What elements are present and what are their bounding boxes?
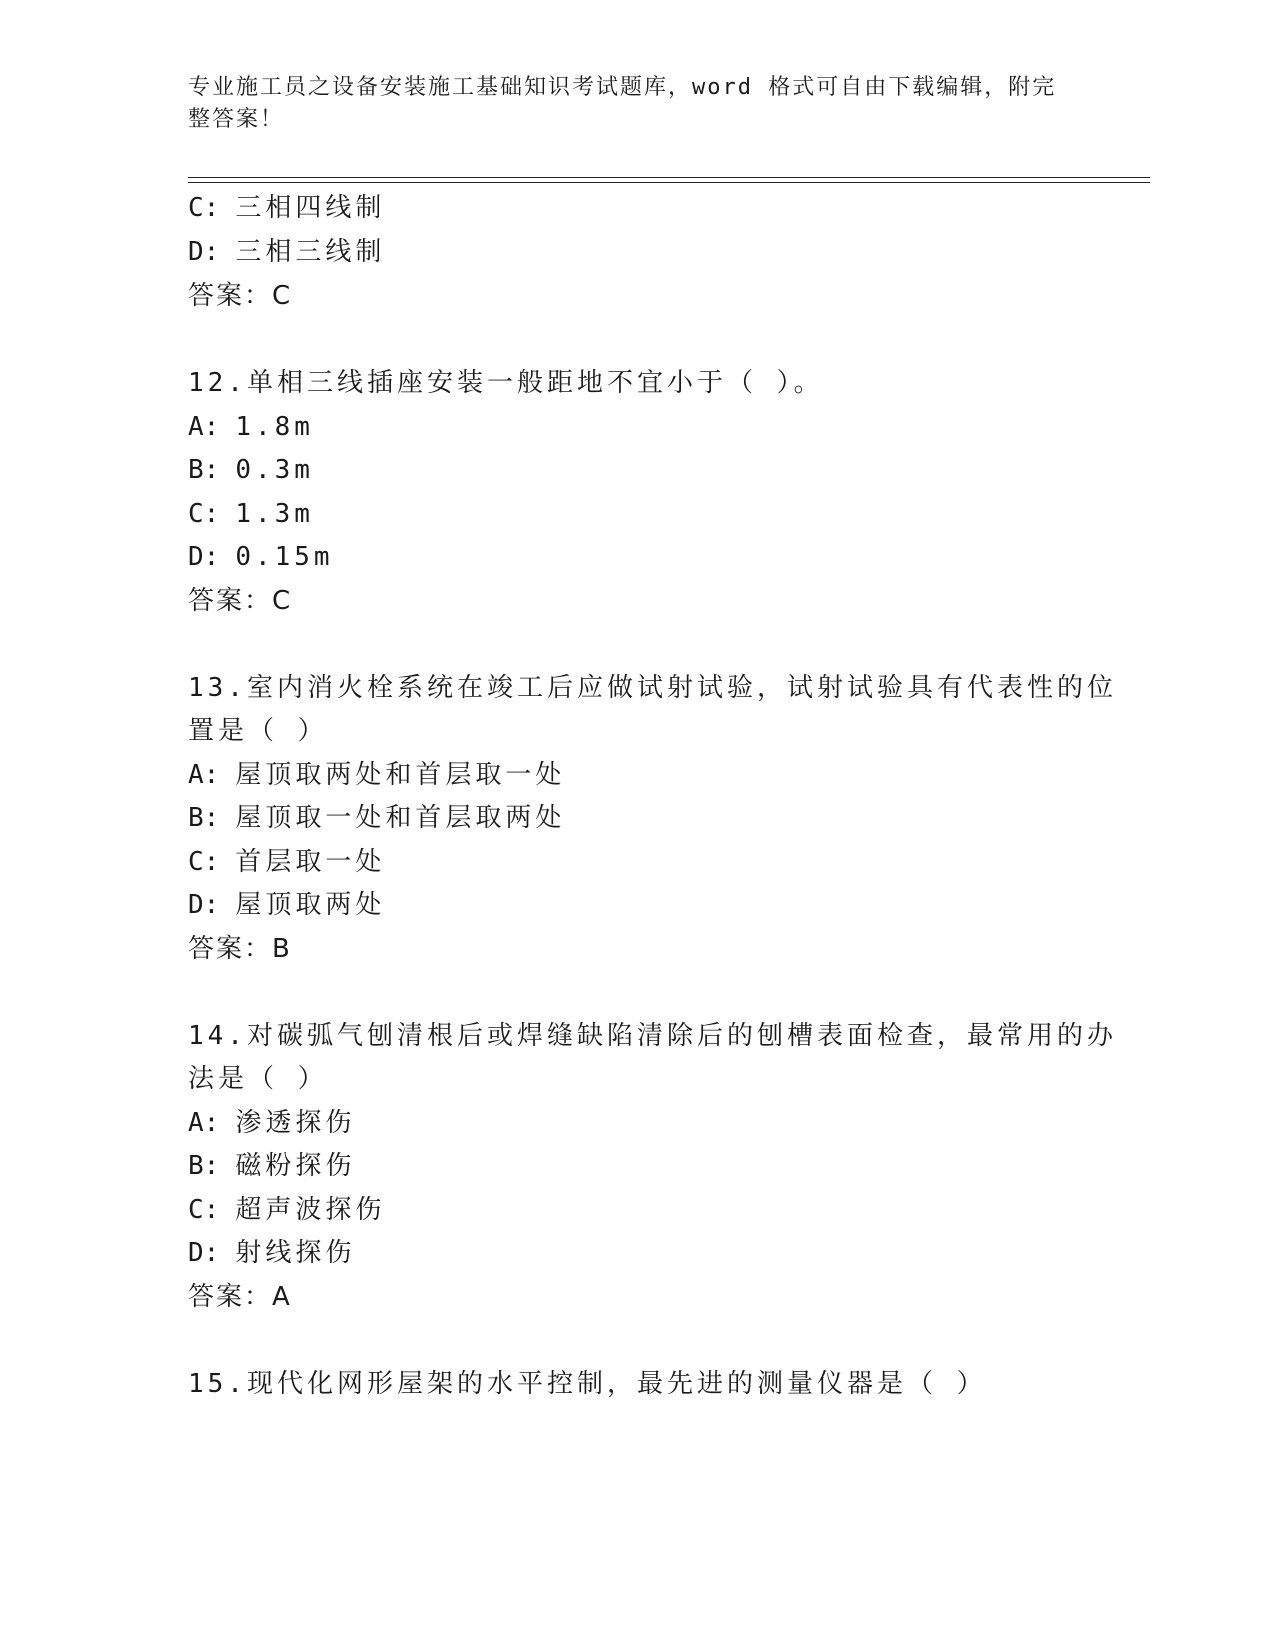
header-title-line1: 专业施工员之设备安装施工基础知识考试题库，word 格式可自由下载编辑，附完	[188, 75, 1057, 100]
option-label: C:	[188, 847, 220, 877]
q12-option-d	[188, 540, 334, 574]
option-text: 首层取一处	[235, 847, 386, 877]
q14-answer: 答案：A	[188, 1282, 292, 1312]
document-header	[188, 72, 1068, 136]
q12-option-a	[188, 410, 314, 444]
option-label: B:	[188, 455, 220, 485]
header-divider-bottom	[188, 182, 1150, 183]
q14-option-a	[188, 1106, 355, 1140]
q15-stem: 15.现代化网形屋架的水平控制，最先进的测量仪器是（ ）	[188, 1369, 987, 1399]
q11-option-c	[188, 191, 385, 225]
option-label: D:	[188, 542, 220, 572]
option-label: C:	[188, 193, 220, 223]
q14-option-d	[188, 1236, 355, 1270]
q14-stem-line2: 法是（ ）	[188, 1064, 328, 1094]
option-label: D:	[188, 890, 220, 920]
option-text: 屋顶取两处和首层取一处	[235, 760, 566, 790]
option-text: 1.8m	[235, 412, 314, 442]
option-text: 射线探伤	[235, 1238, 356, 1268]
q14-stem-line1: 14.对碳弧气刨清根后或焊缝缺陷清除后的刨槽表面检查，最常用的办	[188, 1021, 1117, 1051]
q13-stem-line1: 13.室内消火栓系统在竣工后应做试射试验，试射试验具有代表性的位	[188, 673, 1117, 703]
q13-option-a	[188, 758, 565, 792]
option-label: A:	[188, 1108, 220, 1138]
option-label: D:	[188, 1238, 220, 1268]
option-text: 0.15m	[235, 542, 334, 572]
q12-option-b	[188, 453, 314, 487]
option-label: A:	[188, 412, 220, 442]
option-label: A:	[188, 760, 220, 790]
q13-answer: 答案：B	[188, 934, 292, 964]
q13-option-d	[188, 888, 385, 922]
option-text: 屋顶取两处	[235, 890, 386, 920]
option-label: B:	[188, 1151, 220, 1181]
option-label: C:	[188, 1195, 220, 1225]
q11-option-d	[188, 235, 385, 269]
option-text: 屋顶取一处和首层取两处	[235, 803, 566, 833]
option-text: 磁粉探伤	[235, 1151, 356, 1181]
q13-stem-line2: 置是（ ）	[188, 716, 328, 746]
q12-answer: 答案：C	[188, 586, 293, 616]
option-text: 1.3m	[235, 499, 314, 529]
q12-stem: 12.单相三线插座安装一般距地不宜小于（ ）。	[188, 368, 824, 398]
q11-answer: 答案：C	[188, 281, 293, 311]
header-divider-top	[188, 177, 1150, 178]
option-text: 超声波探伤	[235, 1195, 386, 1225]
header-title-line2: 整答案！	[188, 107, 285, 132]
option-label: C:	[188, 499, 220, 529]
option-text: 0.3m	[235, 455, 314, 485]
option-text: 三相四线制	[235, 193, 386, 223]
option-text: 三相三线制	[235, 237, 386, 267]
option-label: B:	[188, 803, 220, 833]
q14-option-b	[188, 1149, 355, 1183]
q14-option-c	[188, 1193, 385, 1227]
option-text: 渗透探伤	[235, 1108, 356, 1138]
option-label: D:	[188, 237, 220, 267]
q13-option-b	[188, 801, 565, 835]
q13-option-c	[188, 845, 385, 879]
q12-option-c	[188, 497, 314, 531]
